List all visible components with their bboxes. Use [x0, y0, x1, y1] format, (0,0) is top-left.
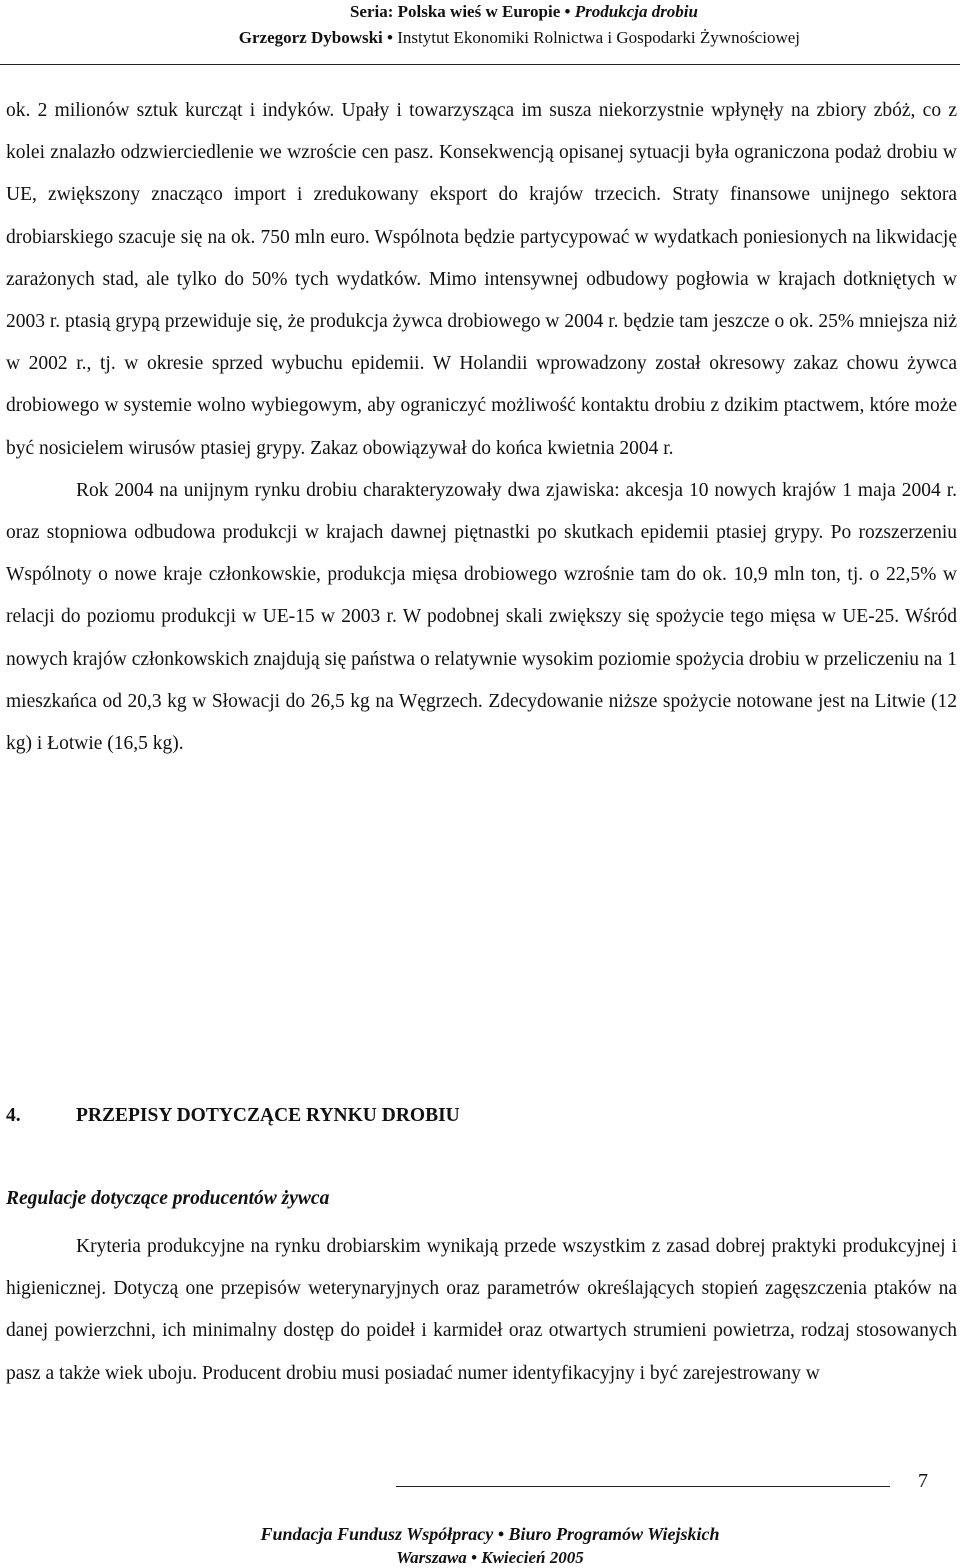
- institute-name: Instytut Ekonomiki Rolnictwa i Gospodarki Żywnościowej: [397, 28, 800, 47]
- page-number: 7: [918, 1470, 928, 1492]
- paragraph-1: ok. 2 milionów sztuk kurcząt i indyków. Upały i towarzysząca im susza niekorzystnie wpłynęły na zbiory zbóż, co z kolei znalazło odzwierciedlenie we wzroście cen pasz. Konsekwencją opisanej sytuacji była ograniczona podaż drobiu w UE, zwiększony znacząco import i zredukowany eksport do krajów trzecich. Straty finansowe unijnego sektora drobiarskiego szacuje się na ok. 750 mln euro. Wspólnota będzie partycypować w wydatkach poniesionych na likwidację zarażonych stad, ale tylko do 50% tych wydatków. Mimo intensywnej odbudowy pogłowia w krajach dotkniętych w 2003 r. ptasią grypą przewiduje się, że produkcja żywca drobiowego w 2004 r. będzie tam jeszcze o ok. 25% mniejsza niż w 2002 r., tj. w okresie sprzed wybuchu epidemii. W Holandii wprowadzony został okresowy zakaz chowu żywca drobiowego w systemie wolno wybiegowym, aby ograniczyć możliwość kontaktu drobiu z dzikim ptactwem, które może być nosicielem wirusów ptasiej grypy. Zakaz obowiązywał do końca kwietnia 2004 r.: [6, 100, 957, 459]
- section-number: 4.: [6, 1105, 21, 1126]
- main-text: [6, 90, 957, 765]
- bullet-icon: •: [387, 28, 393, 47]
- section-text: [6, 1226, 957, 1395]
- subsection-heading: Regulacje dotyczące producentów żywca: [6, 1188, 330, 1209]
- section-heading: [6, 1105, 460, 1127]
- author-name: Grzegorz Dybowski: [238, 28, 383, 47]
- footer-place-date: Warszawa • Kwiecień 2005: [396, 1548, 584, 1567]
- series-label: Seria: Polska wieś w Europie: [349, 2, 561, 21]
- paragraph-2: Rok 2004 na unijnym rynku drobiu charakteryzowały dwa zjawiska: akcesja 10 nowych krajów 1 maja 2004 r. oraz stopniowa odbudowa produkcji w krajach dawnej piętnastki po skutkach epidemii ptasiej grypy. Po rozszerzeniu Wspólnoty o nowe kraje członkowskie, produkcja mięsa drobiowego wzrośnie tam do ok. 10,9 mln ton, tj. o 22,5% w relacji do poziomu produkcji w UE-15 w 2003 r. W podobnej skali zwiększy się spożycie tego mięsa w UE-25. Wśród nowych krajów członkowskich znajdują się państwa o relatywnie wysokim poziomie spożycia drobiu w przeliczeniu na 1 mieszkańca od 20,3 kg w Słowacji do 26,5 kg na Węgrzech. Zdecydowanie niższe spożycie notowane jest na Litwie (12 kg) i Łotwie (16,5 kg).: [6, 479, 957, 755]
- footer-divider: [396, 1486, 890, 1487]
- bullet-icon: •: [564, 2, 571, 21]
- section-title: PRZEPISY DOTYCZĄCE RYNKU DROBIU: [76, 1105, 460, 1126]
- page-header: [0, 0, 960, 66]
- author-line: [239, 28, 800, 48]
- header-divider: [0, 64, 960, 65]
- paragraph-3: Kryteria produkcyjne na rynku drobiarskim wynikają przede wszystkim z zasad dobrej praktyki produkcyjnej i higienicznej. Dotyczą one przepisów weterynaryjnych oraz parametrów określających stopień zagęszczenia ptaków na danej powierzchni, ich minimalny dostęp do poideł i karmideł oraz otwartych strumieni powietrza, rodzaj stosowanych pasz a także wiek uboju. Producent drobiu musi posiadać numer identyfikacyjny i być zarejestrowany w: [6, 1236, 957, 1384]
- series-title: [350, 2, 698, 22]
- footer-organization: Fundacja Fundusz Współpracy • Biuro Programów Wiejskich: [260, 1524, 720, 1544]
- series-subtitle: Produkcja drobiu: [574, 2, 698, 21]
